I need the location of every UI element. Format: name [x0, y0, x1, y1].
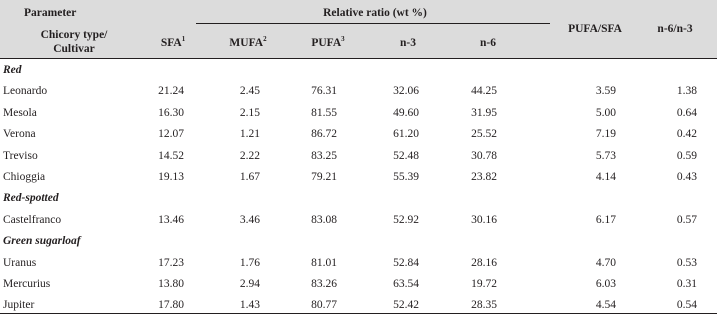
n6-cell: 31.95 [471, 106, 497, 119]
pufa-sfa-cell: 4.14 [595, 171, 616, 183]
mufa-cell: 2.15 [239, 106, 260, 119]
header-cultivar: Cultivar [53, 43, 95, 55]
cultivar-cell: Treviso [3, 149, 38, 162]
header-n6: n-6 [480, 37, 496, 49]
pufa-sfa-cell: 6.17 [595, 213, 616, 226]
group-label: Red-spotted [3, 192, 59, 205]
n6-cell: 30.16 [471, 213, 497, 226]
pufa-cell: 83.26 [311, 278, 337, 290]
cultivar-cell: Mercurius [3, 278, 51, 290]
mufa-cell: 1.21 [239, 128, 260, 141]
mufa-cell: 2.22 [239, 149, 260, 162]
header-n3: n-3 [400, 37, 416, 49]
n6-cell: 23.82 [471, 171, 497, 183]
pufa-sfa-cell: 4.70 [595, 256, 616, 269]
pufa-sfa-cell: 7.19 [595, 128, 616, 141]
n6-n3-cell: 0.54 [676, 299, 697, 312]
cultivar-cell: Castelfranco [3, 213, 62, 226]
pufa-sfa-cell: 5.00 [595, 106, 616, 119]
n3-cell: 52.42 [393, 299, 419, 312]
n6-n3-cell: 0.57 [676, 213, 697, 226]
mufa-cell: 1.67 [239, 171, 260, 183]
header-pufa-sfa: PUFA/SFA [568, 23, 622, 35]
n6-n3-cell: 0.31 [676, 278, 697, 290]
pufa-cell: 81.01 [311, 256, 337, 269]
pufa-sfa-cell: 4.54 [595, 299, 616, 312]
n6-n3-cell: 0.53 [676, 256, 697, 269]
header-underline [196, 23, 550, 24]
n3-cell: 32.06 [393, 85, 419, 98]
pufa-sfa-cell: 5.73 [595, 149, 616, 162]
cultivar-cell: Mesola [3, 106, 37, 119]
mufa-cell: 2.94 [239, 278, 260, 290]
cultivar-cell: Uranus [3, 256, 37, 269]
n6-cell: 28.35 [471, 299, 497, 312]
n6-n3-cell: 0.64 [676, 106, 697, 119]
header-parameter: Parameter [24, 7, 77, 19]
pufa-sfa-cell: 6.03 [595, 278, 616, 290]
mufa-cell: 1.43 [239, 299, 260, 312]
cultivar-cell: Leonardo [3, 85, 48, 98]
n3-cell: 63.54 [393, 278, 419, 290]
pufa-cell: 79.21 [311, 171, 337, 183]
pufa-cell: 83.25 [311, 149, 337, 162]
group-label: Red [3, 64, 22, 76]
header-chicory-type: Chicory type/ [40, 29, 108, 41]
n6-n3-cell: 1.38 [676, 85, 697, 98]
pufa-cell: 86.72 [311, 128, 337, 141]
n6-cell: 19.72 [471, 278, 497, 290]
n6-cell: 28.16 [471, 256, 497, 269]
n6-n3-cell: 0.43 [676, 171, 697, 183]
sfa-cell: 16.30 [158, 106, 184, 119]
n3-cell: 49.60 [393, 106, 419, 119]
header-pufa: PUFA$^3$ [311, 35, 345, 49]
sfa-cell: 13.46 [158, 213, 184, 226]
header-sfa: SFA$^1$ [160, 35, 186, 49]
n3-cell: 52.84 [393, 256, 419, 269]
pufa-cell: 81.55 [311, 106, 337, 119]
n3-cell: 61.20 [393, 128, 419, 141]
cultivar-cell: Jupiter [3, 299, 35, 312]
group-label: Green sugarloaf [3, 235, 81, 248]
pufa-cell: 83.08 [311, 213, 337, 226]
sfa-cell: 17.23 [158, 256, 184, 269]
pufa-sfa-cell: 3.59 [595, 85, 616, 98]
n3-cell: 52.48 [393, 149, 419, 162]
n6-n3-cell: 0.59 [676, 149, 697, 162]
sfa-cell: 14.52 [158, 149, 184, 162]
sfa-cell: 17.80 [158, 299, 184, 312]
n3-cell: 55.39 [393, 171, 419, 183]
header-mufa: MUFA$^2$ [229, 35, 267, 49]
n6-cell: 25.52 [471, 128, 497, 141]
cultivar-cell: Chioggia [3, 171, 46, 183]
header-relative-ratio: Relative ratio (wt %) [323, 7, 427, 19]
n6-n3-cell: 0.42 [676, 128, 697, 141]
sfa-cell: 12.07 [158, 128, 184, 141]
n3-cell: 52.92 [393, 213, 419, 226]
sfa-cell: 19.13 [158, 171, 184, 183]
n6-cell: 44.25 [471, 85, 497, 98]
mufa-cell: 2.45 [239, 85, 260, 98]
sfa-cell: 13.80 [158, 278, 184, 290]
pufa-cell: 80.77 [311, 299, 337, 312]
pufa-cell: 76.31 [311, 85, 337, 98]
cultivar-cell: Verona [3, 128, 36, 141]
mufa-cell: 3.46 [239, 213, 260, 226]
sfa-cell: 21.24 [158, 85, 184, 98]
mufa-cell: 1.76 [239, 256, 260, 269]
table-bottom-rule [0, 313, 717, 314]
n6-cell: 30.78 [471, 149, 497, 162]
header-n6-n3: n-6/n-3 [657, 23, 693, 35]
